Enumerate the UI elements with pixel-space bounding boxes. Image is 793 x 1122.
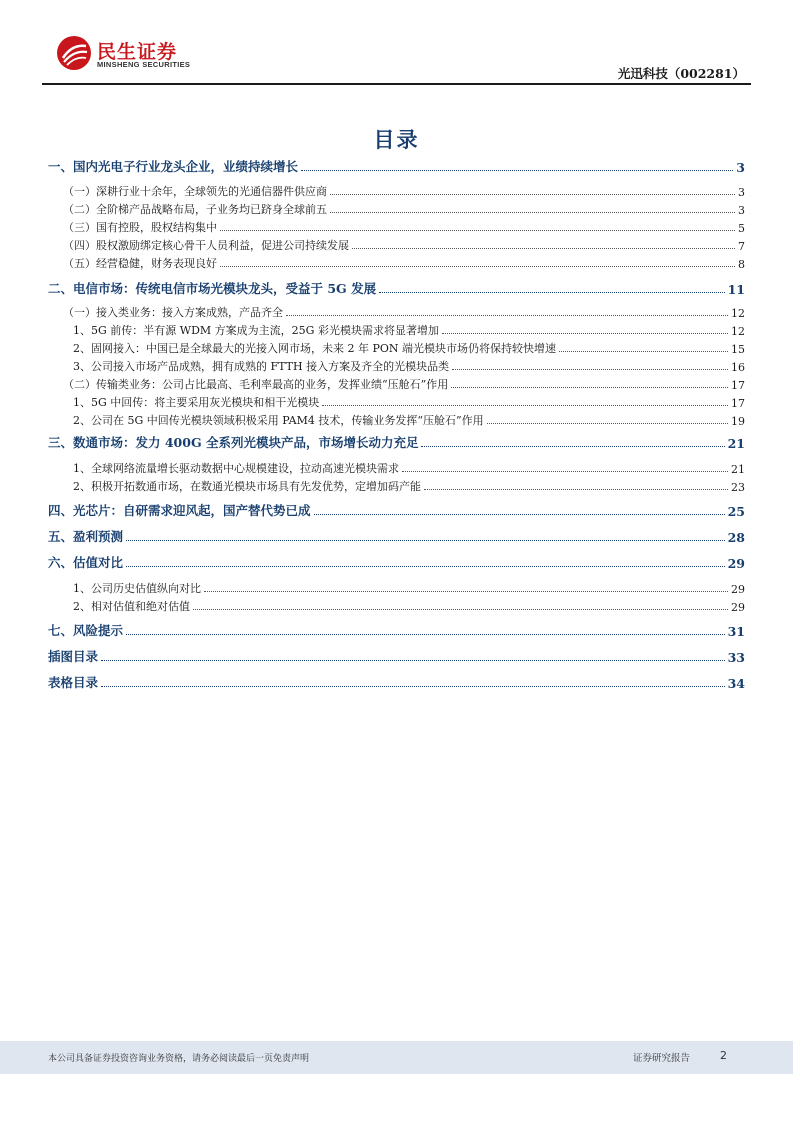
toc-entry[interactable] [48,578,745,596]
toc-entry[interactable] [48,410,745,428]
toc-entry[interactable] [48,458,745,476]
toc-entry-label: 2、公司在 5G 中回传光模块领域积极采用 PAM4 技术，传输业务发挥“压舱石”作用 [73,414,484,427]
toc-dot-leader [330,212,735,213]
toc-entry[interactable] [48,596,745,614]
toc-entry-label: 2、相对估值和绝对估值 [73,600,190,613]
toc-entry[interactable] [48,433,745,451]
toc-entry-page: 12 [731,307,745,320]
toc-entry[interactable] [48,217,745,235]
toc-entry-label: （四）股权激励绑定核心骨干人员利益，促进公司持续发展 [63,238,349,252]
toc-dot-leader [220,266,735,267]
toc-entry-page: 34 [727,676,745,691]
toc-entry-label: （二）全阶梯产品战略布局，子业务均已跻身全球前五 [63,202,327,216]
toc-entry[interactable] [48,527,745,545]
toc-dot-leader [379,292,725,293]
toc-entry-label: 七、风险提示 [48,623,124,638]
toc-dot-leader [126,634,725,635]
toc-entry-label: 表格目录 [48,675,99,690]
toc-entry-page: 19 [731,415,745,428]
toc-entry-page: 3 [738,203,745,217]
toc-dot-leader [193,609,728,610]
toc-entry-page: 7 [738,239,745,253]
toc-entry-label: （二）传输类业务：公司占比最高、毛利率最高的业务，发挥业绩“压舱石”作用 [63,378,449,391]
toc-entry-page: 5 [738,221,745,235]
toc-dot-leader [402,471,728,472]
toc-entry[interactable] [48,374,745,392]
toc-entry[interactable] [48,199,745,217]
logo-english-name: MINSHENG SECURITIES [97,60,191,69]
toc-entry[interactable] [48,157,745,175]
toc-dot-leader [442,333,728,334]
toc-entry[interactable] [48,338,745,356]
toc-entry-label: 五、盈利预测 [48,529,124,544]
toc-entry-label: 二、电信市场：传统电信市场光模块龙头，受益于 5G 发展 [48,280,377,296]
toc-entry-label: 六、估值对比 [48,555,124,570]
toc-dot-leader [314,514,725,515]
toc-entry-page: 25 [727,504,745,519]
toc-entry-label: （五）经营稳健，财务表现良好 [63,256,217,270]
toc-entry[interactable] [48,235,745,253]
logo-chinese-name: 民生证券 [97,41,178,63]
toc-entry-page: 17 [731,397,745,410]
toc-entry-label: 1、5G 中回传：将主要采用灰光模块和相干光模块 [73,396,320,409]
toc-entry-page: 28 [727,530,745,545]
toc-dot-leader [559,351,728,352]
toc-dot-leader [126,540,725,541]
toc-entry-label: 2、固网接入：中国已是全球最大的光接入网市场，未来 2 年 PON 端光模块市场仍将保持较快增速 [73,342,557,355]
toc-entry-page: 31 [727,624,745,639]
toc-entry[interactable] [48,181,745,199]
toc-dot-leader [220,230,735,231]
toc-entry[interactable] [48,501,745,519]
toc-dot-leader [101,686,725,687]
toc-entry-page: 3 [738,185,745,199]
toc-dot-leader [452,369,728,370]
toc-dot-leader [322,405,728,406]
toc-dot-leader [330,194,735,195]
toc-entry-label: （一）深耕行业十余年，全球领先的光通信器件供应商 [63,184,327,198]
toc-entry[interactable] [48,476,745,494]
toc-entry-label: 四、光芯片：自研需求迎风起，国产替代势已成 [48,503,311,518]
footer-report-type: 证券研究报告 [633,1053,691,1064]
minsheng-logo [55,34,215,74]
toc-entry[interactable] [48,673,745,691]
toc-entry[interactable] [48,647,745,665]
company-ticker: 光迅科技（002281） [617,66,745,81]
toc-entry-label: 3、公司接入市场产品成熟，拥有成熟的 FTTH 接入方案及齐全的光模块品类 [73,360,450,373]
toc-entry[interactable] [48,553,745,571]
page-footer [0,1041,793,1074]
toc-entry-page: 3 [736,160,745,175]
toc-entry-label: 一、国内光电子行业龙头企业，业绩持续增长 [48,159,299,174]
toc-entry-label: 2、积极开拓数通市场，在数通光模块市场具有先发优势，定增加码产能 [73,480,421,493]
toc-dot-leader [352,248,735,249]
toc-entry-label: （一）接入类业务：接入方案成熟，产品齐全 [63,306,283,319]
toc-entry-page: 11 [727,281,745,297]
toc-dot-leader [286,315,728,316]
toc-dot-leader [204,591,728,592]
toc-entry[interactable] [48,279,745,297]
toc-entry-page: 17 [731,379,745,392]
toc-entry[interactable] [48,621,745,639]
toc-entry-label: （三）国有控股，股权结构集中 [63,220,217,234]
toc-entry[interactable] [48,302,745,320]
toc-entry-label: 1、5G 前传：半有源 WDM 方案成为主流，25G 彩光模块需求将显著增加 [73,324,439,337]
toc-entry-page: 23 [731,481,745,494]
toc-dot-leader [301,170,733,171]
toc-entry-page: 15 [731,343,745,356]
toc-title: 目录 [373,127,420,152]
toc-entry[interactable] [48,320,745,338]
toc-entry-page: 8 [738,257,745,271]
toc-entry-label: 三、数通市场：发力 400G 全系列光模块产品，市场增长动力充足 [48,435,419,450]
toc-entry-label: 插图目录 [48,649,99,664]
toc-entry-page: 21 [727,436,745,451]
toc-entry-label: 1、全球网络流量增长驱动数据中心规模建设，拉动高速光模块需求 [73,462,399,475]
toc-dot-leader [101,660,725,661]
toc-entry-page: 21 [731,463,745,476]
toc-entry[interactable] [48,356,745,374]
toc-dot-leader [487,423,728,424]
toc-dot-leader [126,566,725,567]
minsheng-logo-icon [55,34,93,72]
toc-entry-label: 1、公司历史估值纵向对比 [73,582,201,595]
toc-entry-page: 16 [731,361,745,374]
toc-dot-leader [421,446,724,447]
header-divider [42,83,751,85]
footer-page-number: 2 [720,1049,727,1062]
toc-entry-page: 29 [731,583,745,596]
toc-entry-page: 33 [727,650,745,665]
toc-entry-page: 29 [731,601,745,614]
footer-disclaimer: 本公司具备证券投资咨询业务资格，请务必阅读最后一页免责声明 [48,1054,310,1064]
toc-entry[interactable] [48,253,745,271]
toc-entry[interactable] [48,392,745,410]
toc-entry-page: 29 [727,556,745,571]
page-header [0,0,793,90]
toc-dot-leader [451,387,728,388]
toc-entry-page: 12 [731,325,745,338]
toc-dot-leader [424,489,728,490]
